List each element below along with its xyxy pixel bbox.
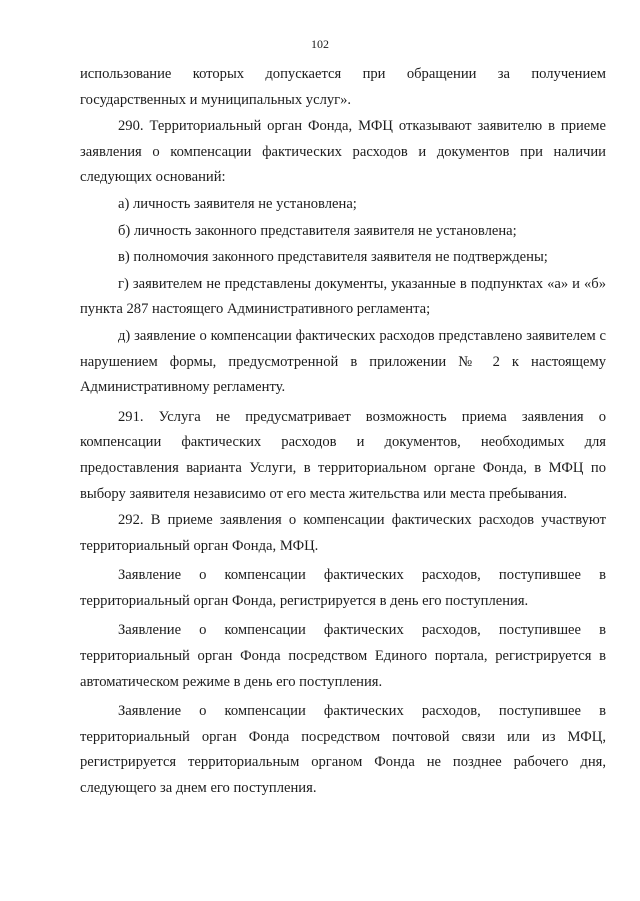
document-body <box>80 62 606 802</box>
list-item-g: г) заявителем не представлены документы, указанные в подпунктах «а» и «б» пункта 287 настоящего Административного регламента; <box>80 275 606 318</box>
list-item-d: д) заявление о компенсации фактических расходов представлено заявителем с нарушением формы, предусмотренной в приложении № 2 к настоящему Административному регламенту. <box>80 327 606 396</box>
list-item-b: б) личность законного представителя заявителя не установлена; <box>118 222 517 239</box>
paragraph-registration-mail: Заявление о компенсации фактических расходов, поступившее в территориальный орган Фонда посредством почтовой связи или из МФЦ, регистрируется территориальным органом Фонда не позднее рабочего дня, следующего за днем его поступления. <box>80 703 606 797</box>
list-item-v: в) полномочия законного представителя заявителя не подтверждены; <box>118 249 548 266</box>
paragraph-continuation: использование которых допускается при обращении за получением государственных и муниципальных услуг». <box>80 66 606 108</box>
paragraph-290: 290. Территориальный орган Фонда, МФЦ отказывают заявителю в приеме заявления о компенсации фактических расходов и документов при наличии следующих оснований: <box>80 118 606 186</box>
paragraph-291: 291. Услуга не предусматривает возможность приема заявления о компенсации фактических расходов и документов, необходимых для предоставления варианта Услуги, в территориальном органе Фонда, в МФЦ по выбору заявителя независимо от его места жительства или места пребывания. <box>80 408 606 502</box>
page-number: 102 <box>311 37 329 51</box>
paragraph-registration-portal: Заявление о компенсации фактических расходов, поступившее в территориальный орган Фонда посредством Единого портала, регистрируется в автоматическом режиме в день его поступления. <box>80 622 606 690</box>
list-item-a: а) личность заявителя не установлена; <box>118 195 357 212</box>
paragraph-registration-day: Заявление о компенсации фактических расходов, поступившее в территориальный орган Фонда, регистрируется в день его поступления. <box>80 567 606 609</box>
paragraph-292: 292. В приеме заявления о компенсации фактических расходов участвуют территориальный орган Фонда, МФЦ. <box>80 512 606 554</box>
